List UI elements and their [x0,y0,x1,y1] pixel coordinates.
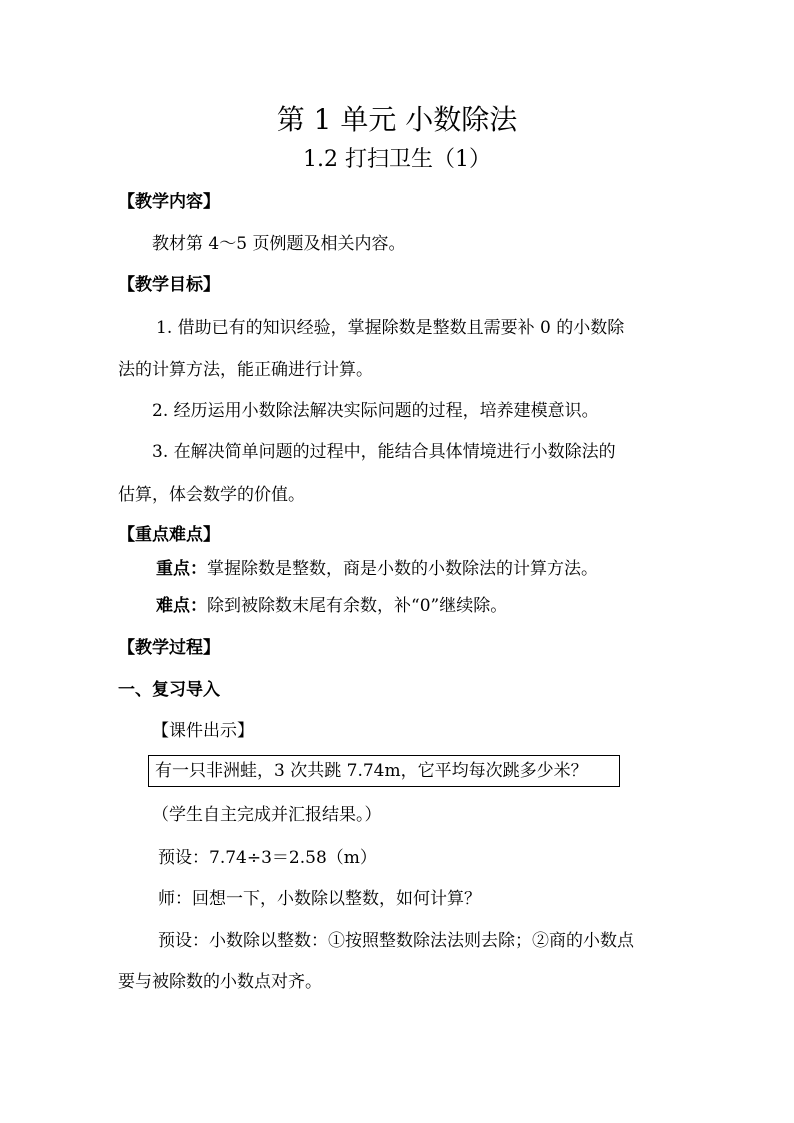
key-points-heading: 【重点难点】 [118,525,220,545]
process-heading: 【教学过程】 [118,638,220,658]
problem-text: 有一只非洲蛙，3 次共跳 7.74m，它平均每次跳多少米？ [155,761,588,781]
objective-1-line-2: 法的计算方法，能正确进行计算。 [118,360,373,380]
content-text: 教材第 4～5 页例题及相关内容。 [152,234,406,254]
objective-3-line-2: 估算，体会数学的价值。 [118,485,305,505]
problem-box [148,755,620,787]
page-title: 第 1 单元 小数除法 [276,103,518,136]
lesson-subtitle: 1.2 打扫卫生（1） [303,147,491,172]
difficult-point-label: 难点： [156,596,207,616]
key-point-label: 重点： [156,559,207,579]
key-point [156,557,598,581]
teacher-question: 师：回想一下，小数除以整数，如何计算？ [158,889,481,909]
objective-2: 2. 经历运用小数除法解决实际问题的过程，培养建模意识。 [152,401,599,421]
preset-rule-line-1: 预设：小数除以整数：①按照整数除法法则去除；②商的小数点 [158,931,634,951]
student-note: （学生自主完成并汇报结果。） [152,805,382,825]
key-point-text: 掌握除数是整数，商是小数的小数除法的计算方法。 [207,559,598,579]
preset-answer: 预设：7.74÷3＝2.58（m） [158,848,377,868]
objectives-heading: 【教学目标】 [118,275,220,295]
content-heading: 【教学内容】 [118,192,220,212]
section-review-intro: 一、复习导入 [118,680,220,700]
objective-3-line-1: 3. 在解决简单问题的过程中，能结合具体情境进行小数除法的 [152,442,616,462]
difficult-point [156,594,507,618]
preset-rule-line-2: 要与被除数的小数点对齐。 [118,972,322,992]
courseware-label: 【课件出示】 [152,721,254,741]
objective-1-line-1: 1. 借助已有的知识经验，掌握除数是整数且需要补 0 的小数除 [156,318,625,338]
difficult-point-text: 除到被除数末尾有余数，补“0”继续除。 [207,596,508,616]
